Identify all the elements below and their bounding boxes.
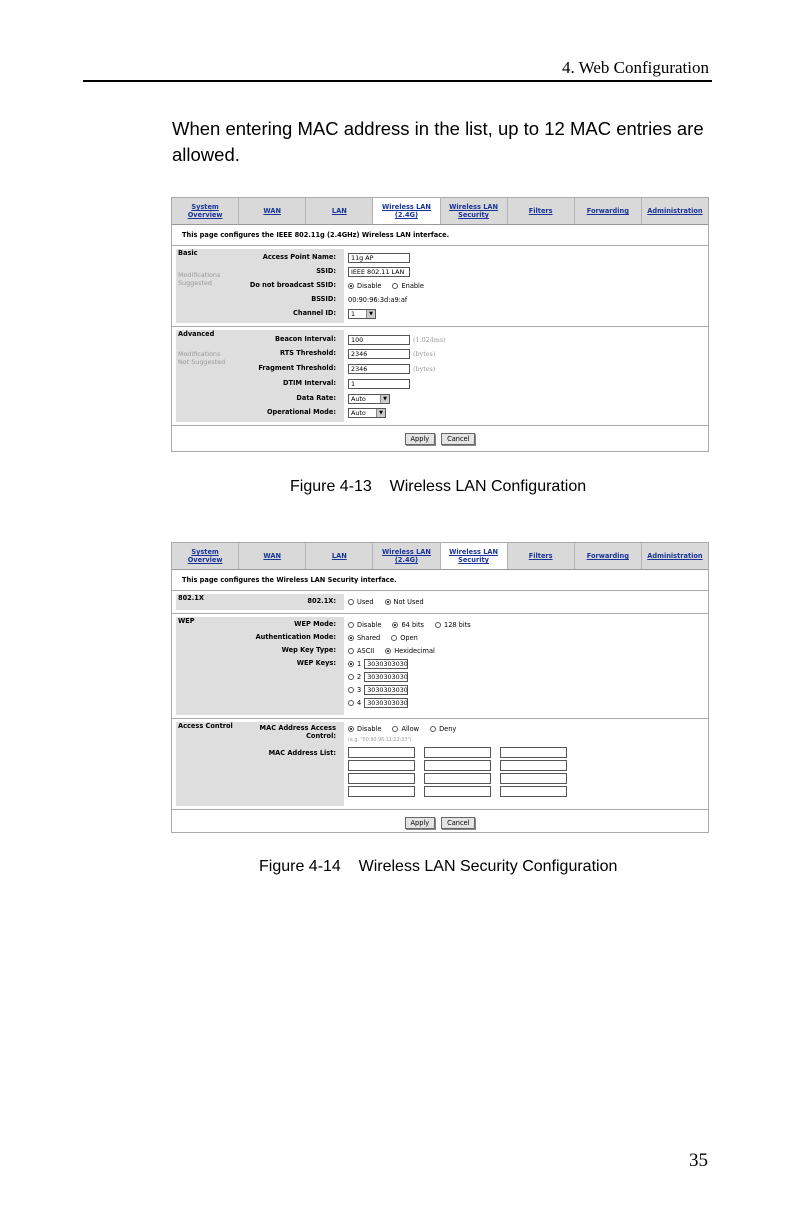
tab-forwarding[interactable]: Forwarding xyxy=(575,543,642,569)
mac-list-label: MAC Address List: xyxy=(268,749,336,757)
tab-system-overview[interactable]: System Overview xyxy=(172,198,239,224)
rts-input[interactable]: 2346 xyxy=(348,349,410,359)
button-row xyxy=(172,426,708,452)
bssid-value: 00:90:96:3d:a9:af xyxy=(348,296,408,304)
mac-entry-2[interactable] xyxy=(424,747,491,758)
apply-button[interactable]: Apply xyxy=(405,433,436,445)
nav-bar xyxy=(172,543,708,570)
key-4-radio[interactable] xyxy=(348,700,354,706)
figure-caption-4-13: Figure 4-13 Wireless LAN Configuration xyxy=(290,478,587,495)
mac-allow-radio[interactable] xyxy=(392,726,398,732)
dot1x-used-label: Used xyxy=(357,598,374,606)
mac-entry-1[interactable] xyxy=(348,747,415,758)
rts-label: RTS Threshold: xyxy=(279,349,336,357)
dtim-input[interactable]: 1 xyxy=(348,379,410,389)
tab-wireless-security[interactable]: Wireless LAN Security xyxy=(441,543,508,569)
key-ascii-label: ASCII xyxy=(357,647,375,655)
rts-hint: (bytes) xyxy=(413,350,436,358)
tab-administration[interactable]: Administration xyxy=(647,552,703,560)
mac-entry-4[interactable] xyxy=(348,760,415,771)
beacon-hint: (1.024ms) xyxy=(413,336,446,344)
wep-title: WEP xyxy=(178,617,195,625)
tab-system-overview[interactable]: System Overview xyxy=(172,543,239,569)
advanced-section xyxy=(172,327,708,426)
fragment-label: Fragment Threshold: xyxy=(258,364,336,372)
broadcast-disable-radio[interactable] xyxy=(348,283,354,289)
page-description: This page configures the Wireless LAN Security interface. xyxy=(172,570,708,591)
key-1-number: 1 xyxy=(357,660,362,668)
key-1-input[interactable]: 3030303030 xyxy=(364,659,408,669)
auth-open-radio[interactable] xyxy=(391,635,397,641)
key-ascii-radio[interactable] xyxy=(348,648,354,654)
basic-section xyxy=(172,246,708,327)
wep-128-radio[interactable] xyxy=(435,622,441,628)
dot1x-not-used-label: Not Used xyxy=(393,598,424,606)
mac-address-list xyxy=(348,747,567,797)
ssid-input[interactable]: IEEE 802.11 LAN xyxy=(348,267,410,277)
beacon-input[interactable]: 100 xyxy=(348,335,410,345)
dot1x-not-used-radio[interactable] xyxy=(385,599,391,605)
intro-paragraph: When entering MAC address in the list, up to 12 MAC entries are allowed. xyxy=(172,118,704,165)
data-rate-select[interactable]: Auto ▼ xyxy=(348,394,390,404)
key-4-number: 4 xyxy=(357,699,362,707)
broadcast-enable-radio[interactable] xyxy=(392,283,398,289)
broadcast-ssid-label: Do not broadcast SSID: xyxy=(249,281,336,289)
dtim-label: DTIM Interval: xyxy=(283,379,336,387)
mac-entry-10[interactable] xyxy=(348,786,415,797)
cancel-button[interactable]: Cancel xyxy=(441,433,475,445)
ssid-label: SSID: xyxy=(316,267,336,275)
key-2-number: 2 xyxy=(357,673,362,681)
tab-wireless-lan[interactable]: Wireless LAN (2.4G) xyxy=(373,543,440,569)
mac-allow-label: Allow xyxy=(401,725,420,733)
nav-bar xyxy=(172,198,708,225)
tab-wan[interactable]: WAN xyxy=(239,543,306,569)
auth-open-label: Open xyxy=(400,634,418,642)
header-rule xyxy=(83,80,712,82)
chevron-down-icon: ▼ xyxy=(380,395,389,403)
beacon-label: Beacon Interval: xyxy=(274,335,336,343)
mac-disable-radio[interactable] xyxy=(348,726,354,732)
auth-shared-radio[interactable] xyxy=(348,635,354,641)
operational-mode-label: Operational Mode: xyxy=(266,408,336,416)
dot1x-section xyxy=(172,591,708,614)
operational-mode-select[interactable]: Auto ▼ xyxy=(348,408,386,418)
key-2-radio[interactable] xyxy=(348,674,354,680)
fragment-input[interactable]: 2346 xyxy=(348,364,410,374)
chevron-down-icon: ▼ xyxy=(376,409,385,417)
mac-deny-radio[interactable] xyxy=(430,726,436,732)
basic-title: Basic xyxy=(178,249,198,257)
wep-keys-label: WEP Keys: xyxy=(296,659,336,667)
wep-mode-label: WEP Mode: xyxy=(294,620,336,628)
key-2-input[interactable]: 3030303030 xyxy=(364,672,408,682)
wep-64-label: 64 bits xyxy=(401,621,424,629)
tab-forwarding[interactable]: Forwarding xyxy=(575,198,642,224)
broadcast-enable-label: Enable xyxy=(401,282,424,290)
figure-caption-4-14: Figure 4-14 Wireless LAN Security Configuration xyxy=(259,858,618,875)
key-1-radio[interactable] xyxy=(348,661,354,667)
key-3-input[interactable]: 3030303030 xyxy=(364,685,408,695)
tab-administration[interactable]: Administration xyxy=(647,207,703,215)
key-4-input[interactable]: 3030303030 xyxy=(364,698,408,708)
mac-entry-6[interactable] xyxy=(500,760,567,771)
mac-entry-9[interactable] xyxy=(500,773,567,784)
auth-shared-label: Shared xyxy=(357,634,381,642)
wep-disable-radio[interactable] xyxy=(348,622,354,628)
access-control-section xyxy=(172,719,708,810)
mac-example-hint: (e.g. "00:90:96:11:22:33") xyxy=(348,738,412,743)
ap-name-label: Access Point Name: xyxy=(262,253,336,261)
key-hex-label: Hexidecimal xyxy=(394,647,435,655)
cancel-button[interactable]: Cancel xyxy=(441,817,475,829)
broadcast-disable-label: Disable xyxy=(357,282,382,290)
mac-entry-3[interactable] xyxy=(500,747,567,758)
dot1x-label: 802.1X: xyxy=(307,597,336,605)
key-3-number: 3 xyxy=(357,686,362,694)
basic-note: Modifications Suggested xyxy=(178,271,221,287)
bssid-label: BSSID: xyxy=(311,295,336,303)
wep-disable-label: Disable xyxy=(357,621,382,629)
chevron-down-icon: ▼ xyxy=(366,310,375,318)
wep-section xyxy=(172,614,708,719)
button-row xyxy=(172,810,708,836)
tab-lan[interactable]: LAN xyxy=(306,198,373,224)
data-rate-label: Data Rate: xyxy=(296,394,336,402)
advanced-note: Modifications Not Suggested xyxy=(178,350,226,366)
tab-wireless-lan[interactable]: Wireless LAN (2.4G) xyxy=(373,198,440,224)
wireless-lan-config-screenshot xyxy=(171,197,709,452)
tab-wan[interactable]: WAN xyxy=(239,198,306,224)
mac-entry-5[interactable] xyxy=(424,760,491,771)
apply-button[interactable]: Apply xyxy=(405,817,436,829)
page-description: This page configures the IEEE 802.11g (2.4GHz) Wireless LAN interface. xyxy=(172,225,708,246)
channel-select[interactable]: 1 ▼ xyxy=(348,309,376,319)
tab-wireless-security[interactable]: Wireless LAN Security xyxy=(441,198,508,224)
mac-access-label: MAC Address Access Control: xyxy=(259,724,336,740)
wireless-security-config-screenshot xyxy=(171,542,709,833)
dot1x-used-radio[interactable] xyxy=(348,599,354,605)
mac-disable-label: Disable xyxy=(357,725,382,733)
dot1x-title: 802.1X xyxy=(178,594,204,602)
fragment-hint: (bytes) xyxy=(413,365,436,373)
key-hex-radio[interactable] xyxy=(385,648,391,654)
mac-entry-12[interactable] xyxy=(500,786,567,797)
wep-64-radio[interactable] xyxy=(392,622,398,628)
key-type-label: Wep Key Type: xyxy=(281,646,336,654)
key-3-radio[interactable] xyxy=(348,687,354,693)
advanced-title: Advanced xyxy=(178,330,215,338)
mac-entry-8[interactable] xyxy=(424,773,491,784)
access-control-title: Access Control xyxy=(178,722,233,730)
tab-filters[interactable]: Filters xyxy=(508,198,575,224)
tab-filters[interactable]: Filters xyxy=(508,543,575,569)
chapter-header: 4. Web Configuration xyxy=(561,58,709,77)
channel-label: Channel ID: xyxy=(293,309,336,317)
tab-lan[interactable]: LAN xyxy=(306,543,373,569)
mac-entry-7[interactable] xyxy=(348,773,415,784)
ap-name-input[interactable]: 11g AP xyxy=(348,253,410,263)
auth-mode-label: Authentication Mode: xyxy=(255,633,336,641)
mac-entry-11[interactable] xyxy=(424,786,491,797)
wep-128-label: 128 bits xyxy=(444,621,471,629)
page-number: 35 xyxy=(689,1150,708,1171)
mac-deny-label: Deny xyxy=(439,725,457,733)
